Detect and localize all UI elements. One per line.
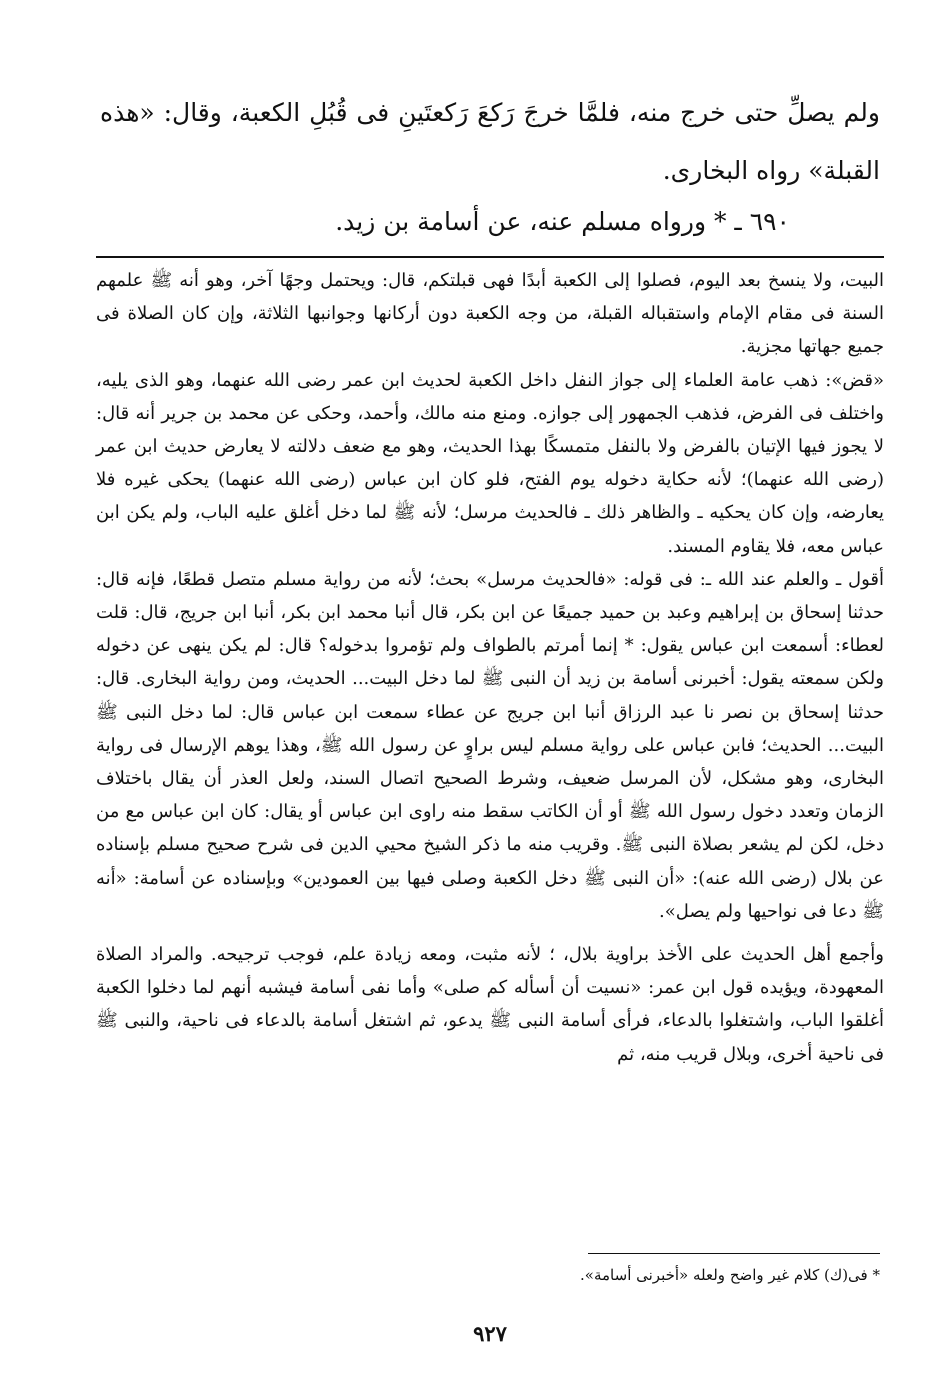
separator-rule — [96, 256, 884, 258]
footnote-rule — [588, 1253, 880, 1254]
document-page — [96, 0, 884, 1392]
footnote: * فى(ك) كلام غير واضح ولعله «أخبرنى أسامة». — [580, 1266, 880, 1284]
page-number: ٩٢٧ — [473, 1321, 507, 1346]
main-paragraph: ولم يصلِّ حتى خرج منه، فلمَّا خرجَ رَكعَ رَكعتَينِ فى قُبُلِ الكعبة، وقال: «هذه القبلة» رواه البخارى. — [100, 98, 880, 185]
main-text — [100, 84, 880, 200]
commentary-block — [96, 264, 884, 1071]
commentary-paragraph-4: وأجمع أهل الحديث على الأخذ براوية بلال، ؛ لأنه مثبت، ومعه زيادة علم، فوجب ترجيحه. والمراد الصلاة المعهودة، ويؤيده قول ابن عمر: «نسيت أن أسأله كم صلى» وأما نفى أسامة فيشبه أنهم لما دخلوا الكعبة أغلقوا الباب، واشتغلوا بالدعاء، فرأى أسامة النبى ﷺ يدعو، ثم اشتغل أسامة بالدعاء فى ناحية، والنبى ﷺ فى ناحية أخرى، وبلال قريب منه، ثم — [96, 944, 884, 1065]
commentary-paragraph-2: «قض»: ذهب عامة العلماء إلى جواز النفل داخل الكعبة لحديث ابن عمر رضى الله عنهما، وهو الذى يليه، واختلف فى الفرض، فذهب الجمهور إلى جوازه. ومنع منه مالك، وأحمد، وحكى عن محمد بن جرير أنه قال: لا يجوز فيها الإتيان بالفرض ولا بالنفل متمسكًا بهذا الحديث، وهو مع ضعف دلالته لا يعارض حديث ابن عمر (رضى الله عنهما)؛ لأنه حكاية دخوله يوم الفتح، فلو كان ابن عباس (رضى الله عنهما) يحكى غيره فلا يعارضه، وإن كان يحكيه ـ والظاهر ذلك ـ فالحديث مرسل؛ لأنه ﷺ لما دخل أغلق عليه الباب، ولم يكن ابن عباس معه، فلا يقاوم المسند. — [96, 369, 884, 557]
hadith-line: ٦٩٠ ـ * ورواه مسلم عنه، عن أسامة بن زيد. — [335, 207, 790, 236]
commentary-paragraph-3: أقول ـ والعلم عند الله ـ: فى قوله: «فالحديث مرسل» بحث؛ لأنه من رواية مسلم متصل قطعًا، فإنه قال: حدثنا إسحاق بن إبراهيم وعبد بن حميد جميعًا عن ابن بكر، قال أنبا محمد ابن بكر، أنبا ابن جريج، قال: قلت لعطاء: أسمعت ابن عباس يقول: * إنما أمرتم بالطواف ولم تؤمروا بدخوله؟ قال: لم يكن ينهى عن دخوله ولكن سمعته يقول: أخبرنى أسامة بن زيد أن النبى ﷺ لما دخل البيت... الحديث، ومن رواية البخارى. قال: حدثنا إسحاق بن نصر نا عبد الرزاق أنبا ابن جريج عن عطاء سمعت ابن عباس قال: لما دخل النبى ﷺ البيت... الحديث؛ فابن عباس على رواية مسلم ليس براوٍ عن رسول الله ﷺ، وهذا يوهم الإرسال فى رواية البخارى، وهو مشكل، لأن المرسل ضعيف، وشرط الصحيح اتصال السند، ولعل العذر أن يقال باختلاف الزمان وتعدد دخول رسول الله ﷺ أو أن الكاتب سقط منه راوى ابن عباس أو يقال: كان ابن عباس مع من دخل، لكن لم يشعر بصلاة النبى ﷺ. وقريب منه ما ذكر الشيخ محيي الدين فى شرح صحيح مسلم بإسناده عن بلال (رضى الله عنه): «أن النبى ﷺ دخل الكعبة وصلى فيها بين العمودين» وبإسناده عن أسامة: «أنه ﷺ دعا فى نواحيها ولم يصل». — [96, 568, 884, 922]
commentary-paragraph-1: البيت، ولا ينسخ بعد اليوم، فصلوا إلى الكعبة أبدًا فهى قبلتكم، قال: ويحتمل وجهًا آخر، وهو أنه ﷺ علمهم السنة فى مقام الإمام واستقباله القبلة، من وجه الكعبة دون أركانها وجوانبها الثلاثة، وإن كان الصلاة فى جميع جهاتها مجزية. — [96, 270, 884, 358]
